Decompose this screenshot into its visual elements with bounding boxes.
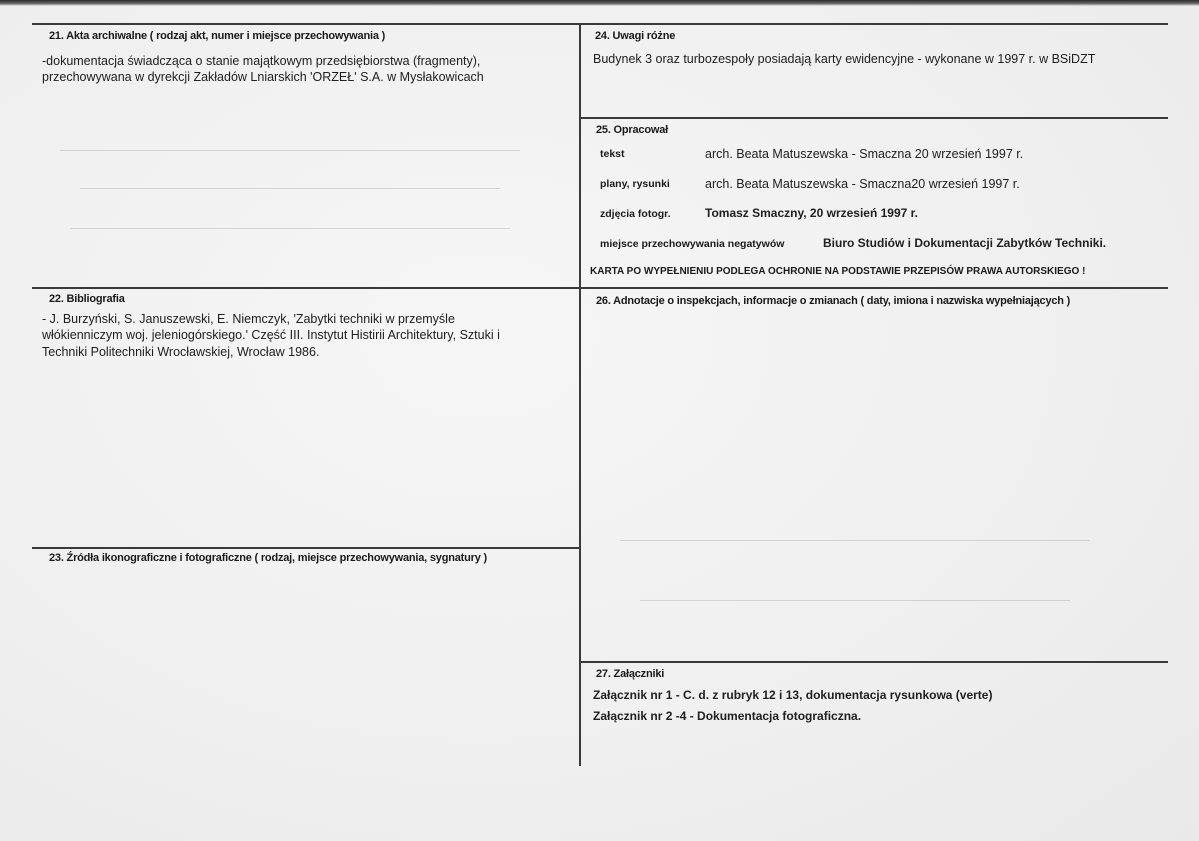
prepared-by-label-photos: zdjęcia fotogr. bbox=[600, 208, 671, 220]
section-21-title: 21. Akta archiwalne ( rodzaj akt, numer i miejsce przechowywania ) bbox=[49, 30, 386, 42]
prepared-by-value-negatives: Biuro Studiów i Dokumentacji Zabytków Techniki. bbox=[823, 236, 1107, 250]
center-divider-line bbox=[579, 23, 581, 766]
prepared-by-label-text: tekst bbox=[600, 148, 625, 160]
section-22-line-2: włókienniczym woj. jeleniogórskiego.' Część III. Instytut Histirii Architektury, Sztuki i bbox=[42, 328, 500, 342]
section-21-line-2: przechowywana w dyrekcji Zakładów Lniarskich 'ORZEŁ' S.A. w Mysłakowicach bbox=[42, 70, 484, 84]
divider-24-25 bbox=[579, 117, 1168, 119]
prepared-by-value-photos: Tomasz Smaczny, 20 wrzesień 1997 r. bbox=[705, 206, 918, 220]
section-23-title: 23. Źródła ikonograficzne i fotograficzne ( rodzaj, miejsce przechowywania, sygnatury ) bbox=[49, 552, 487, 564]
section-22-title: 22. Bibliografia bbox=[49, 293, 125, 305]
section-24-text: Budynek 3 oraz turbozespoły posiadają karty ewidencyjne - wykonane w 1997 r. w BSiDZT bbox=[593, 52, 1096, 66]
section-21-line-1: -dokumentacja świadcząca o stanie majątkowym przedsiębiorstwa (fragmenty), bbox=[42, 54, 481, 68]
bleed-through-line bbox=[620, 540, 1090, 541]
divider-25-26 bbox=[579, 287, 1168, 289]
section-22-line-3: Techniki Politechniki Wrocławskiej, Wrocław 1986. bbox=[42, 345, 320, 359]
attachment-2: Załącznik nr 2 -4 - Dokumentacja fotograficzna. bbox=[593, 709, 862, 723]
divider-21-22 bbox=[32, 287, 580, 289]
section-25-title: 25. Opracował bbox=[596, 124, 668, 136]
bleed-through-line bbox=[70, 228, 510, 229]
bleed-through-line bbox=[640, 600, 1070, 601]
section-27-title: 27. Załączniki bbox=[596, 668, 665, 680]
prepared-by-label-plans: plany, rysunki bbox=[600, 178, 670, 190]
divider-22-23 bbox=[32, 547, 580, 549]
section-22-line-1: - J. Burzyński, S. Januszewski, E. Niemczyk, 'Zabytki techniki w przemyśle bbox=[42, 312, 455, 326]
top-border-line bbox=[32, 23, 1168, 25]
bleed-through-line bbox=[80, 188, 500, 189]
scan-top-edge bbox=[0, 0, 1199, 6]
section-26-title: 26. Adnotacje o inspekcjach, informacje o zmianach ( daty, imiona i nazwiska wypełniających ) bbox=[596, 295, 1071, 307]
copyright-notice: KARTA PO WYPEŁNIENIU PODLEGA OCHRONIE NA PODSTAWIE PRZEPISÓW PRAWA AUTORSKIEGO ! bbox=[590, 266, 1086, 277]
prepared-by-value-plans: arch. Beata Matuszewska - Smaczna20 wrzesień 1997 r. bbox=[705, 177, 1020, 191]
section-24-title: 24. Uwagi różne bbox=[595, 30, 676, 42]
divider-26-27 bbox=[579, 661, 1168, 663]
bleed-through-line bbox=[60, 150, 520, 151]
attachment-1: Załącznik nr 1 - C. d. z rubryk 12 i 13, dokumentacja rysunkowa (verte) bbox=[593, 688, 993, 702]
prepared-by-label-negatives: miejsce przechowywania negatywów bbox=[600, 238, 785, 250]
prepared-by-value-text: arch. Beata Matuszewska - Smaczna 20 wrzesień 1997 r. bbox=[705, 147, 1024, 161]
